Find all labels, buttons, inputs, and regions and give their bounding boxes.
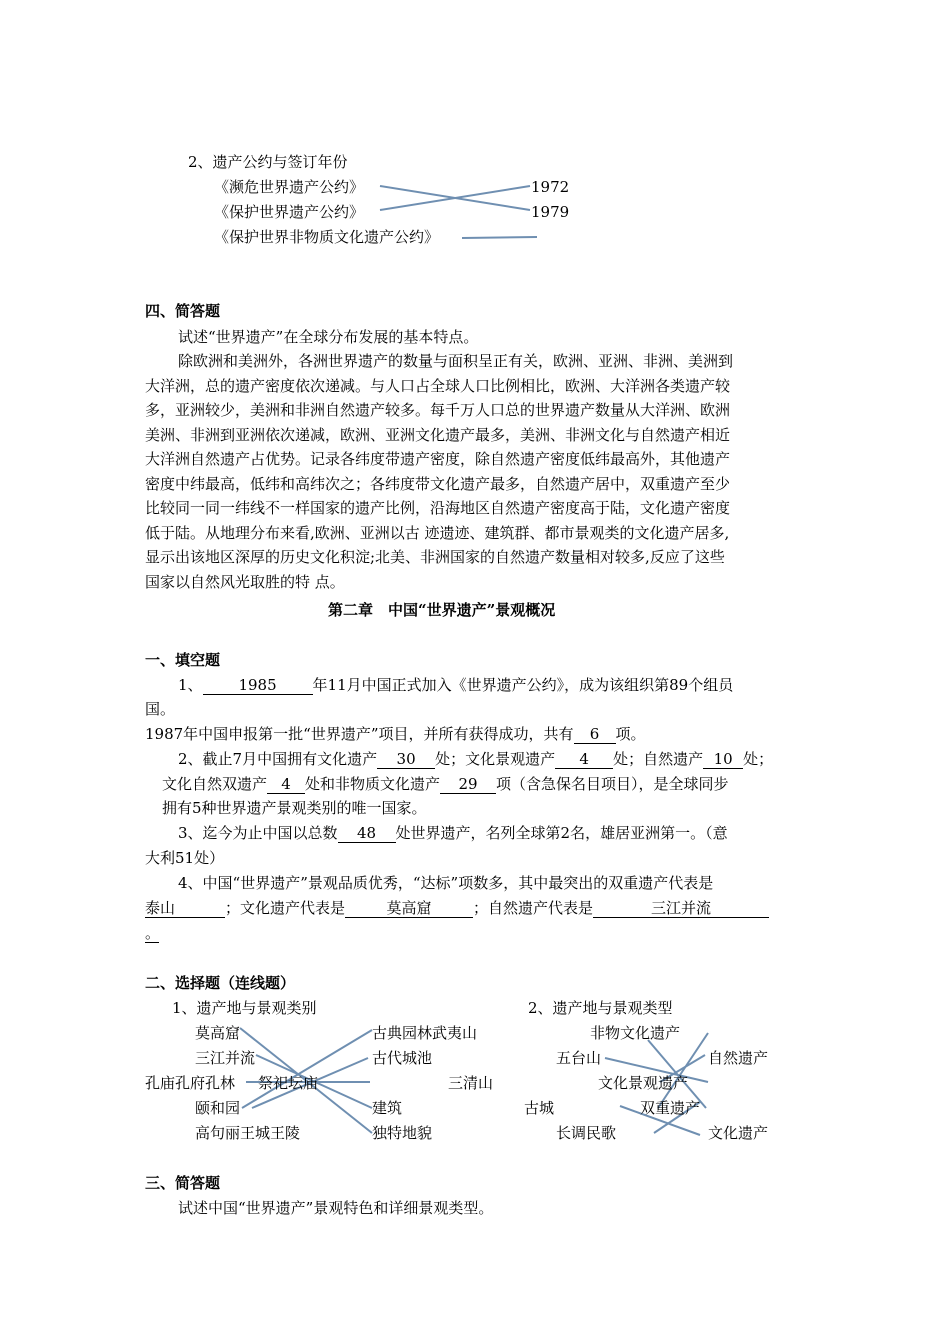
connector-line xyxy=(242,1030,372,1108)
convention-item: 《濒危世界遗产公约》 xyxy=(214,178,365,196)
match-left-item: 长调民歌 xyxy=(556,1124,617,1142)
answer-line: 国家以自然风光取胜的特 点。 xyxy=(145,573,345,591)
match-right-item: 古代城池 xyxy=(372,1049,433,1067)
connector-line xyxy=(462,237,537,238)
match-right-item: 文化遗产 xyxy=(708,1124,769,1142)
group-title: 1、遗产地与景观类别 xyxy=(172,999,317,1017)
match-right-item: 祭祀坛庙 xyxy=(258,1074,319,1092)
answer-line: 显示出该地区深厚的历史文化积淀;北美、非洲国家的自然遗产数量相对较多,反应了这些 xyxy=(145,548,725,566)
chapter-title: 第二章 中国“世界遗产”景观概况 xyxy=(328,601,556,619)
match-right-item: 自然遗产 xyxy=(708,1049,769,1067)
fill-q4: 4、中国“世界遗产”景观品质优秀，“达标”项数多，其中最突出的双重遗产代表是 xyxy=(178,874,714,892)
match-left-item: 五台山 xyxy=(556,1049,602,1067)
fill-q1-end: 国。 xyxy=(145,700,176,718)
fill-q2: 2、截止7月中国拥有文化遗产 30 处；文化景观遗产 4 处；自然遗产 10 处； xyxy=(178,750,774,768)
answer-blank: 6 xyxy=(574,725,616,744)
answer-line: 除欧洲和美洲外，各洲世界遗产的数量与面积呈正有关，欧洲、亚洲、非洲、美洲到 xyxy=(178,352,734,370)
match-right-item: 双重遗产 xyxy=(640,1099,701,1117)
fill-q1: 1、 1985 年11月中国正式加入《世界遗产公约》，成为该组织第89个组员 xyxy=(178,676,734,694)
match-left-item: 高句丽王城王陵 xyxy=(195,1124,301,1142)
year-label: 1972 xyxy=(531,178,570,196)
match-top-item: 非物文化遗产 xyxy=(590,1024,681,1042)
answer-blank: 泰山 xyxy=(145,899,225,918)
fill-q2-line3: 拥有5种世界遗产景观类别的唯一国家。 xyxy=(162,799,427,817)
match-left-item: 莫高窟 xyxy=(195,1024,241,1042)
section-heading: 二、选择题（连线题） xyxy=(145,974,296,992)
match-right-item: 建筑 xyxy=(372,1099,403,1117)
answer-line: 大洋洲自然遗产占优势。记录各纬度带遗产密度，除自然遗产密度低纬最高外，其他遗产 xyxy=(145,450,731,468)
answer-line: 密度中纬最高，低纬和高纬次之；各纬度带文化遗产最多，自然遗产居中，双重遗产至少 xyxy=(145,475,731,493)
convention-item: 《保护世界遗产公约》 xyxy=(214,203,365,221)
answer-blank: 30 xyxy=(377,750,435,769)
answer-line: 多，亚洲较少，美洲和非洲自然遗产较多。每千万人口总的世界遗产数量从大洋洲、欧洲 xyxy=(145,401,731,419)
answer-blank: 48 xyxy=(338,824,396,843)
fill-q4-end: 。 xyxy=(145,924,161,942)
match-right-item: 独特地貌 xyxy=(372,1124,433,1142)
fill-q2-line2: 文化自然双遗产 4 处和非物质文化遗产 29 项（含急保名目项目），是全球同步 xyxy=(162,775,729,793)
question-text: 试述中国“世界遗产”景观特色和详细景观类型。 xyxy=(178,1199,494,1217)
year-label: 1979 xyxy=(531,203,570,221)
section-heading: 四、简答题 xyxy=(145,302,221,320)
fill-q3-end: 大利51处） xyxy=(145,849,225,867)
match-extra-item: 三清山 xyxy=(448,1074,494,1092)
match-left-item: 孔庙孔府孔林 xyxy=(145,1074,236,1092)
answer-blank: 10 xyxy=(703,750,743,769)
section-heading: 一、填空题 xyxy=(145,651,221,669)
convention-item: 《保护世界非物质文化遗产公约》 xyxy=(214,228,440,246)
answer-blank: 29 xyxy=(440,775,496,794)
match-left-item: 三江并流 xyxy=(195,1049,256,1067)
match-right-item: 古典园林武夷山 xyxy=(372,1024,478,1042)
answer-line: 比较同一同一纬线不一样国家的遗产比例，沿海地区自然遗产密度高于陆，文化遗产密度 xyxy=(145,499,731,517)
fill-q4-answers: 泰山 ；文化遗产代表是 莫高窟 ；自然遗产代表是 三江并流 xyxy=(145,898,769,918)
answer-blank: 1985 xyxy=(203,676,313,695)
fill-q3: 3、迄今为止中国以总数 48 处世界遗产，名列全球第2名，雄居亚洲第一。（意 xyxy=(178,824,728,842)
connector-line xyxy=(658,1033,708,1108)
answer-blank: 三江并流 xyxy=(593,899,769,918)
section-heading: 三、简答题 xyxy=(145,1174,221,1192)
answer-line: 低于陆。从地理分布来看,欧洲、亚洲以古 迹遗迹、建筑群、都市景观类的文化遗产居多, xyxy=(145,524,730,542)
convention-heading: 2、遗产公约与签订年份 xyxy=(188,153,348,171)
answer-blank: 莫高窟 xyxy=(345,899,473,918)
match-left-item: 颐和园 xyxy=(195,1099,241,1117)
match-left-item: 古城 xyxy=(524,1099,555,1117)
answer-line: 美洲、非洲到亚洲依次递减，欧洲、亚洲文化遗产最多，美洲、非洲文化与自然遗产相近 xyxy=(145,426,731,444)
answer-line: 大洋洲，总的遗产密度依次递减。与人口占全球人口比例相比，欧洲、大洋洲各类遗产较 xyxy=(145,377,731,395)
match-right-item: 文化景观遗产 xyxy=(598,1074,689,1092)
answer-blank: 4 xyxy=(267,775,305,794)
fill-q1b: 1987年中国申报第一批“世界遗产”项目，并所有获得成功，共有 6 项。 xyxy=(145,725,646,743)
question-text: 试述“世界遗产”在全球分布发展的基本特点。 xyxy=(178,328,479,346)
group-title: 2、遗产地与景观类型 xyxy=(528,999,673,1017)
answer-blank: 4 xyxy=(555,750,613,769)
